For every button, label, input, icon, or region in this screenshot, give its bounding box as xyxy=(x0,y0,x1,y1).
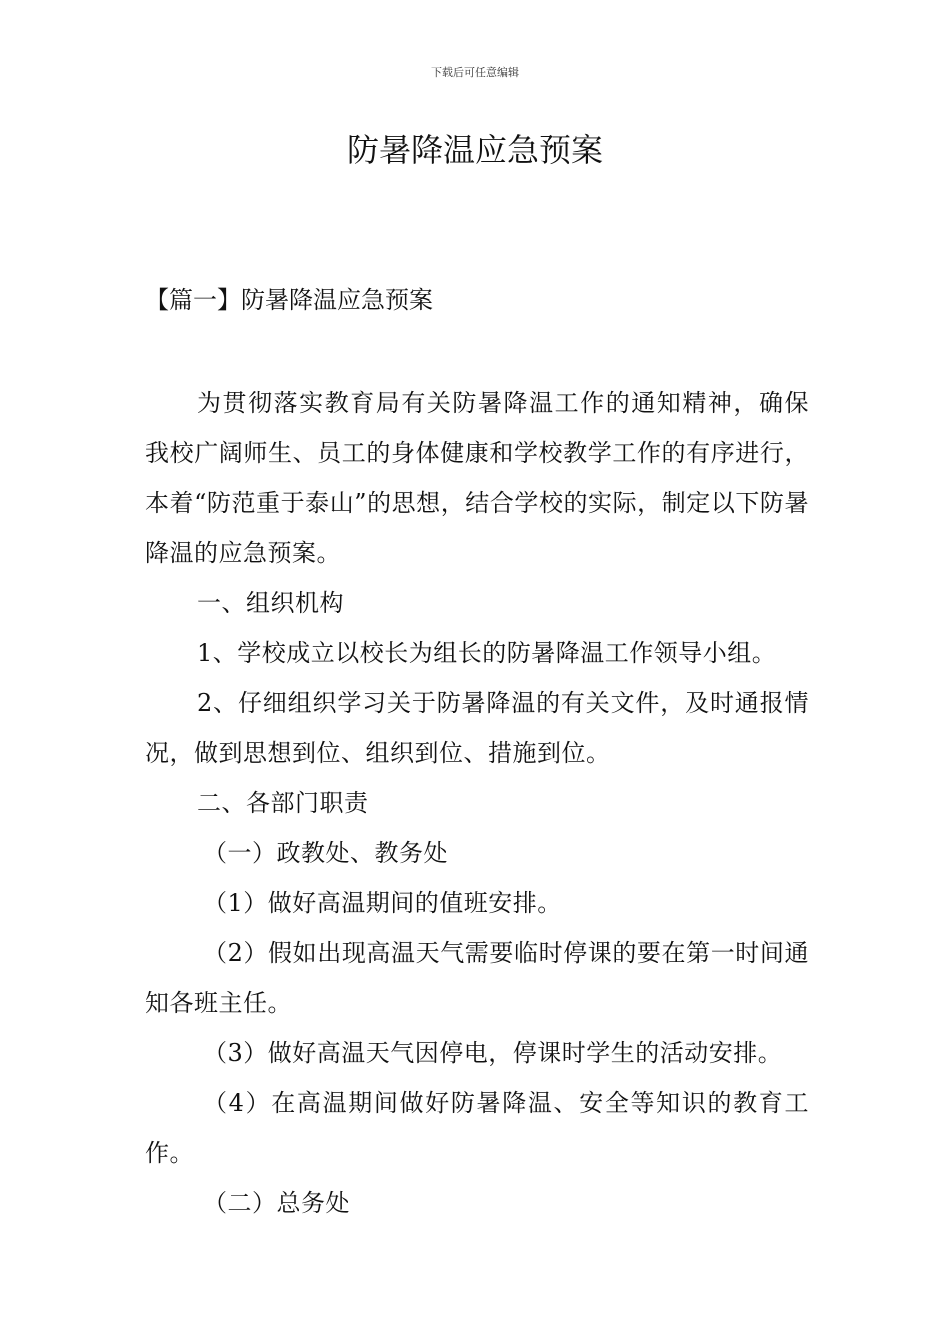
item-2-paragraph: 2、仔细组织学习关于防暑降温的有关文件，及时通报情况，做到思想到位、组织到位、措施到位。 xyxy=(145,689,809,767)
duty-1-paragraph: （1）做好高温期间的值班安排。 xyxy=(203,889,562,917)
subheading-political-academic: （一）政教处、教务处 xyxy=(203,839,448,867)
intro-paragraph: 为贯彻落实教育局有关防暑降温工作的通知精神，确保我校广阔师生、员工的身体健康和学校教学工作的有序进行，本着“防范重于泰山”的思想，结合学校的实际，制定以下防暑降温的应急预案。 xyxy=(145,389,809,567)
document-body xyxy=(145,378,809,1228)
duty-3-paragraph: （3）做好高温天气因停电，停课时学生的活动安排。 xyxy=(203,1039,783,1067)
duty-2-paragraph: （2）假如出现高温天气需要临时停课的要在第一时间通知各班主任。 xyxy=(145,939,809,1017)
item-1-paragraph: 1、学校成立以校长为组长的防暑降温工作领导小组。 xyxy=(197,639,777,667)
heading-department-duties: 二、各部门职责 xyxy=(197,789,369,817)
section-title: 【篇一】防暑降温应急预案 xyxy=(145,286,433,314)
document-title: 防暑降温应急预案 xyxy=(346,131,603,169)
heading-organization: 一、组织机构 xyxy=(197,589,344,617)
header-note: 下载后可任意编辑 xyxy=(431,66,519,79)
duty-4-paragraph: （4）在高温期间做好防暑降温、安全等知识的教育工作。 xyxy=(145,1089,809,1167)
subheading-general-affairs: （二）总务处 xyxy=(203,1189,350,1217)
